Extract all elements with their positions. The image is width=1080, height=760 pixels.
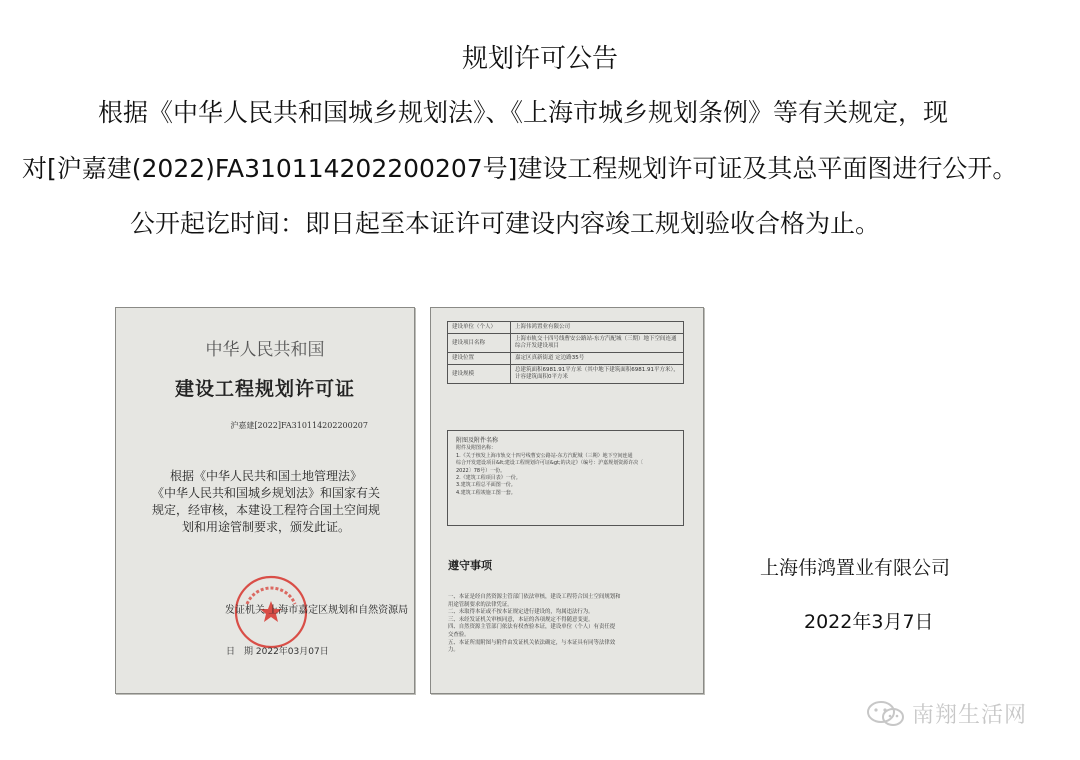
certificate-body-line: 规定，经审核，本建设工程符合国土空间规 xyxy=(151,503,380,517)
issuing-authority-value: 上海市嘉定区规划和自然资源局 xyxy=(268,605,409,616)
announcement-paragraph-3: 公开起讫时间：即日起至本证许可建设内容竣工规划验收合格为止。 xyxy=(130,209,881,238)
notice-line: 交查验。 xyxy=(448,631,470,638)
page-title: 规划许可公告 xyxy=(461,44,618,74)
table-row xyxy=(448,365,684,384)
certificate-front xyxy=(115,307,415,694)
issuing-authority-label: 发证机关 xyxy=(225,605,265,616)
issue-date xyxy=(226,644,329,657)
row-key: 建设单位（个人） xyxy=(448,322,511,334)
row-value: 上海市轨交十四号线曹安公路站-东方汽配城（三期）地下空间连通综合开发建设项目 xyxy=(511,334,684,353)
issuing-authority xyxy=(225,604,408,617)
announcement-paragraph-1: 根据《中华人民共和国城乡规划法》、《上海市城乡规划条例》等有关规定，现 xyxy=(98,98,949,127)
attachment-line: 2022〕78号）一份。 xyxy=(456,467,506,474)
attachment-line: 4.建筑工程竣施工图一套。 xyxy=(456,489,516,496)
project-info-table xyxy=(447,321,684,384)
attachment-line: 附件及附图名称： xyxy=(456,445,497,452)
watermark xyxy=(866,698,1027,729)
table-row xyxy=(448,353,684,365)
row-key: 建设位置 xyxy=(448,353,511,365)
certificate-number: 沪嘉建[2022]FA310114202200207 xyxy=(230,421,368,430)
notice-line: 力。 xyxy=(448,647,459,654)
certificate-body-line: 根据《中华人民共和国土地管理法》 xyxy=(169,469,362,483)
notice-line: 二、未取得本证或不按本证规定进行建设的，均属违法行为。 xyxy=(448,609,594,616)
attachment-line: 2.《建筑工程项目表》一份。 xyxy=(456,475,521,482)
attachment-line: 1.《关于核发上海市轨交十四号线曹安公路站-东方汽配城（三期）地下空间连通 xyxy=(456,452,633,459)
table-row xyxy=(448,322,684,334)
row-value: 嘉定区真新街道 定边路35号 xyxy=(511,353,684,365)
notice-line: 三、未经发证机关审核同意，本证的各项规定不得随意变更。 xyxy=(448,616,594,623)
notice-title: 遵守事项 xyxy=(448,559,492,572)
row-value: 上海伟鸿置业有限公司 xyxy=(511,322,684,334)
certificate-body-line: 《中华人民共和国城乡规划法》和国家有关 xyxy=(151,486,380,500)
attachments-box xyxy=(447,430,684,526)
attachment-line: 综合开发建设项目&lt;建设工程规划许可证&gt;的决定》（编号：沪嘉规划资源许决〔 xyxy=(456,460,644,467)
certificate-name: 建设工程规划许可证 xyxy=(174,378,355,400)
issue-date-value: 2022年03月07日 xyxy=(255,647,329,657)
announcement-paragraph-2: 对[沪嘉建(2022)FA310114202200207号]建设工程规划许可证及其总平面图进行公开。 xyxy=(22,154,1018,183)
row-key: 建设规模 xyxy=(448,365,511,384)
notice-line: 五、本证所需附图与附件由发证机关依法确定，与本证具有同等法律效 xyxy=(448,639,616,646)
watermark-text: 南翔生活网 xyxy=(912,703,1028,728)
notice-line: 四、自然资源主管部门依法有权查验本证，建设单位（个人）有责任提 xyxy=(448,624,616,631)
certificate-body-line: 划和用途管制要求，颁发此证。 xyxy=(181,520,350,534)
issue-date-label: 日 期 xyxy=(226,647,254,657)
attachments-title: 附图及附件名称 xyxy=(456,437,499,444)
signature-date: 2022年3月7日 xyxy=(804,611,934,633)
table-row xyxy=(448,334,684,353)
signature-company: 上海伟鸿置业有限公司 xyxy=(760,557,951,579)
row-key: 建设项目名称 xyxy=(448,334,511,353)
notice-line: 用途管制要求的法律凭证。 xyxy=(448,601,513,608)
certificate-back xyxy=(430,307,704,694)
wechat-icon xyxy=(866,699,906,729)
attachment-line: 3.建筑工程总平面图一份。 xyxy=(456,482,516,489)
certificate-country: 中华人民共和国 xyxy=(205,340,325,360)
notice-line: 一、本证是经自然资源主管部门依法审核，建设工程符合国土空间规划和 xyxy=(448,594,621,600)
row-value: 总建筑面积6981.91平方米（其中地下建筑面积6981.91平方米），计容建筑面积0平方米 xyxy=(511,365,684,384)
notice-list xyxy=(448,594,688,655)
certificate-body xyxy=(130,468,402,536)
